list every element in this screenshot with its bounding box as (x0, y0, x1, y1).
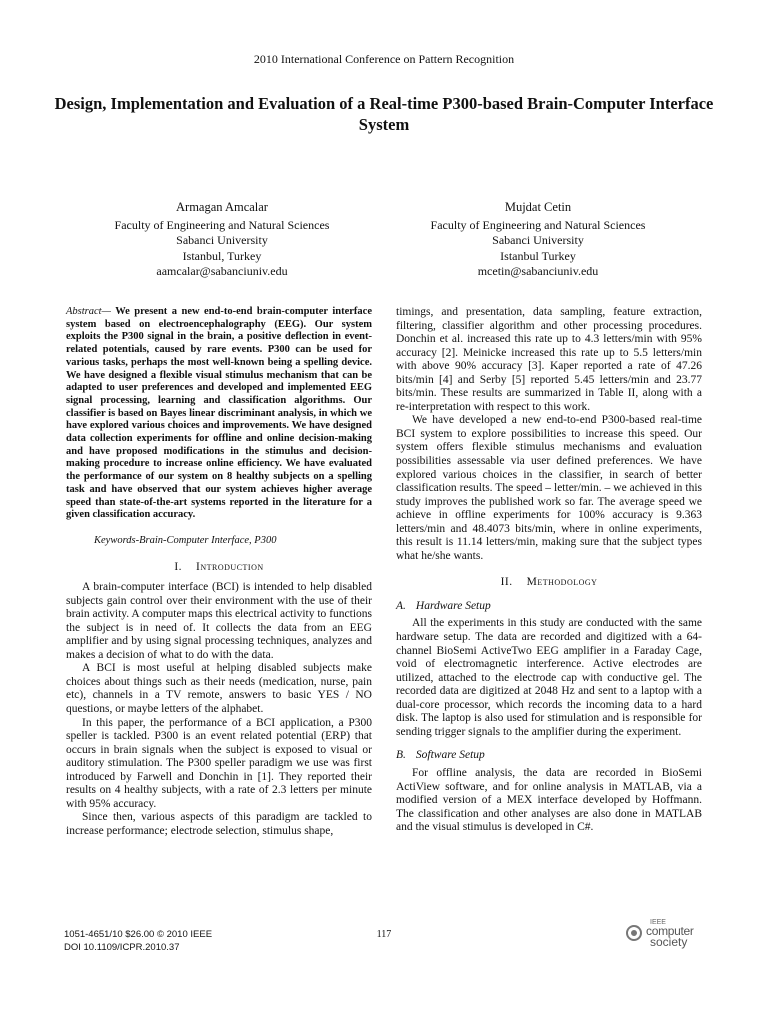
subsection-title: Hardware Setup (415, 599, 491, 612)
section-title: Introduction (196, 560, 264, 573)
author-university: Sabanci University (492, 233, 584, 248)
author-email: aamcalar@sabanciuniv.edu (156, 264, 288, 279)
author-affiliation: Faculty of Engineering and Natural Sciences (430, 217, 646, 232)
paragraph: We have developed a new end-to-end P300-based real-time BCI system to explore possibilities to increase this speed. Our system offers flexible stimulus mechanisms and evaluation possibilities assessable via user defined preferences. We have explored various choices in the classifier, in search of better classification results. The speed – letter/min. – we achieved in this study improves the published work so far. The average speed we achieve in offline experiments for 100% accuracy is 9.363 letters/min and 48.4073 bits/min, where in online experiments, this result is 11.14 letters/min, making sure that the subject types what he/she wants. (396, 414, 702, 562)
logo-society-text: society (650, 935, 688, 949)
paragraph: In this paper, the performance of a BCI application, a P300 speller is tackled. P300 is an event related potential (ERP) that occurs in brain signals when the subject is exposed to visual or auditory stimulation. The P300 speller paradigm we use was first introduced by Farwell and Donchin in [1]. They reported their results on 4 healthy subjects, with a rate of 2.3 letters per minute with 95% accuracy. (66, 716, 372, 810)
author-block-2 (388, 200, 688, 280)
section-heading-introduction (66, 561, 372, 575)
abstract (66, 306, 372, 522)
page-number: 117 (376, 929, 392, 940)
abstract-lead: Abstract— (66, 306, 111, 317)
subsection-heading-hardware (396, 600, 702, 614)
left-column (66, 306, 372, 838)
logo-computer-text: computer (646, 924, 694, 938)
author-university: Sabanci University (176, 233, 268, 248)
doi-line: DOI 10.1109/ICPR.2010.37 (64, 941, 180, 953)
right-column (396, 306, 702, 835)
subsection-label: A. (396, 599, 406, 612)
abstract-text: We present a new end-to-end brain-computer interface system based on electroencephalography (EEG). Our system exploits the P300 signal in the brain, a positive deflection in event-related potentials, caused by rare events. P300 can be used for various tasks, perhaps the most well-known being a spelling device. We have designed a flexible visual stimulus mechanism that can be adapted to user preferences and developed and implemented EEG signal processing, learning and classification algorithms. Our classifier is based on Bayes linear discriminant analysis, in which we have explored various choices and improvements. We have designed data collection experiments for offline and online decision-making and have proposed modifications in the stimulus and decision-making procedure to increase online efficiency. We have evaluated the performance of our system on 8 healthy subjects on a spelling task and have observed that our system achieves higher average speed than state-of-the-art systems reported in the literature for a given classification accuracy. (66, 306, 372, 521)
paragraph: Since then, various aspects of this paradigm are tackled to increase performance; electrode selection, stimulus shape, (66, 811, 372, 837)
author-email: mcetin@sabanciuniv.edu (477, 264, 599, 279)
paragraph: A BCI is most useful at helping disabled subjects make choices about things such as their needs (medication, nurse, pain etc), channels in a TV remote, answers to basic YES / NO questions, or maybe letters of the alphabet. (66, 662, 372, 715)
section-number: II. (500, 576, 513, 589)
author-affiliation: Faculty of Engineering and Natural Sciences (114, 217, 330, 232)
author-block-1 (72, 200, 372, 280)
paragraph: A brain-computer interface (BCI) is intended to help disabled subjects gain control over their environment with the use of their brain activity. A computer maps this electrical activity to functions the subject is in need of. It collects the data from an EEG amplifier and by using signal processing techniques, analyzes and makes a decision of what to do with the data. (66, 581, 372, 661)
ieee-computer-society-icon (626, 925, 642, 941)
author-location: Istanbul, Turkey (182, 248, 262, 263)
paragraph: For offline analysis, the data are recorded in BioSemi ActiView software, and for online analysis in MATLAB, via a modified version of a MEX interface developed by Hoffmann. The classification and other analyses are also done in MATLAB and the visual stimulus is developed in C#. (396, 766, 702, 834)
subsection-heading-software (396, 749, 702, 763)
ieee-computer-society-logo (626, 919, 706, 951)
issn-line: 1051-4651/10 $26.00 © 2010 IEEE (64, 929, 213, 940)
section-title: Methodology (526, 576, 598, 589)
author-name: Mujdat Cetin (504, 200, 572, 214)
conference-header: 2010 International Conference on Pattern Recognition (253, 52, 515, 66)
subsection-label: B. (396, 749, 406, 762)
paragraph: All the experiments in this study are conducted with the same hardware setup. The data are recorded and digitized with a 64-channel BioSemi ActiveTwo EEG amplifier in a Faraday Cage, void of electromagnetic interference. Active electrodes are utilized, attached to the electrode cap with conductive gel. The recorded data are digitized at 2048 Hz and sent to a laptop with a dual-core processor, which records the incoming data to a hard disk. The laptop is also used for stimulation and is responsible for sending trigger signals to the amplifier during the experiment. (396, 617, 702, 738)
author-name: Armagan Amcalar (176, 200, 268, 214)
section-heading-methodology (396, 576, 702, 590)
logo-ieee-text: IEEE (650, 919, 666, 926)
author-location: Istanbul Turkey (500, 248, 576, 263)
section-number: I. (174, 560, 183, 573)
paper-title: Design, Implementation and Evaluation of a Real-time P300-based Brain-Computer Interface System (54, 94, 714, 134)
subsection-title: Software Setup (415, 749, 485, 762)
keywords: Keywords-Brain-Computer Interface, P300 (94, 534, 277, 546)
paragraph-continuation: timings, and presentation, data sampling, feature extraction, filtering, classifier algorithm and other processing procedures. Donchin et al. increased this rate up to 4.3 letters/min with 95% accuracy [2]. Meinicke increased this rate up to 5.5 letters/min with above 90% accuracy [3]. Kaper reported a rate of 47.26 bits/min [4] and Serby [5] reported 5.45 letters/min and 23.77 bits/min. These results are summarized in Table II, along with a re-interpretation with respect to this work. (396, 306, 702, 413)
